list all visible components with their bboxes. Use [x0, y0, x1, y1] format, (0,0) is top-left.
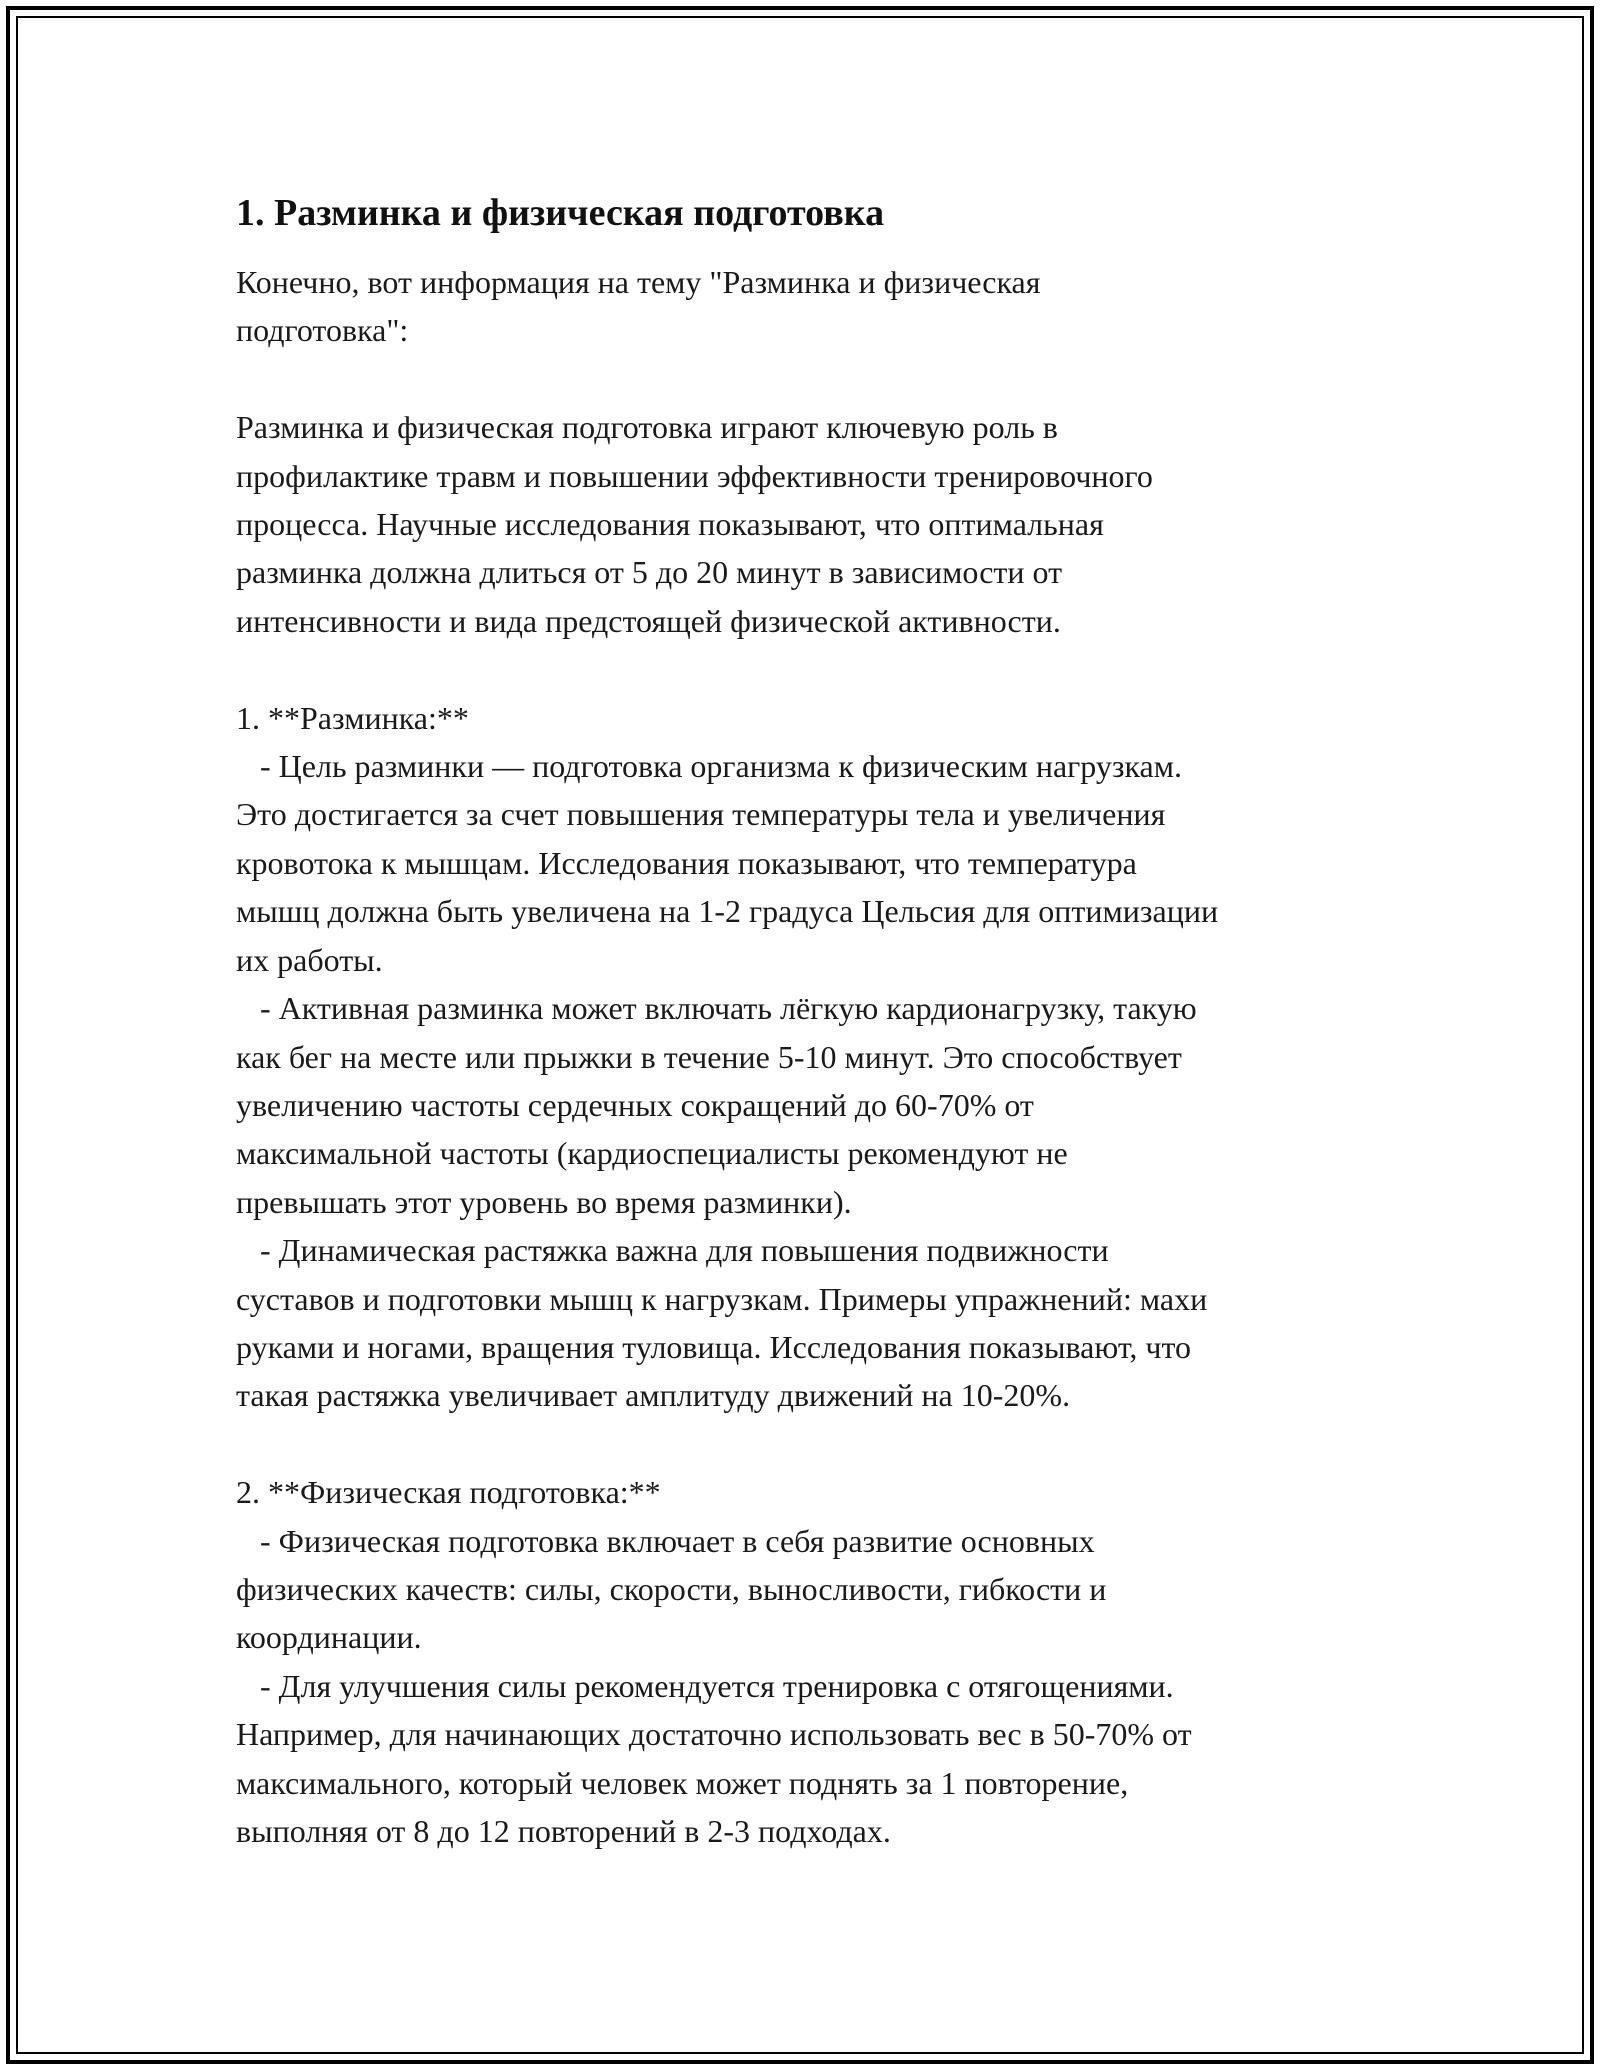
document-body — [236, 186, 1366, 1855]
section-heading: 1. Разминка и физическая подготовка — [236, 192, 885, 234]
body-text: Конечно, вот информация на тему "Разминка и физическая подготовка": Разминка и физическая подготовка играют ключевую роль в профилактике травм и повышении эффективности тренировочного процесса. Научные исследования показывают, что оптимальная разминка должна длиться от 5 до 20 минут в зависимости от интенсивности и вида предстоящей физической активности. 1. **Разминка:** - Цель разминки — подготовка организма к физическим нагрузкам. Это достигается за счет повышения температуры тела и увеличения кровотока к мышцам. Исследования показывают, что температура мышц должна быть увеличена на 1-2 градуса Цельсия для оптимизации их работы. - Активная разминка может включать лёгкую кардионагрузку, такую как бег на месте или прыжки в течение 5-10 минут. Это способствует увеличению частоты сердечных сокращений до 60-70% от максимальной частоты (кардиоспециалисты рекомендуют не превышать этот уровень во время разминки). - Динамическая растяжка важна для повышения подвижности суставов и подготовки мышц к нагрузкам. Примеры упражнений: махи руками и ногами, вращения туловища. Исследования показывают, что такая растяжка увеличивает амплитуду движений на 10-20%. 2. **Физическая подготовка:** - Физическая подготовка включает в себя развитие основных физических качеств: силы, скорости, выносливости, гибкости и координации. - Для улучшения силы рекомендуется тренировка с отягощениями. Например, для начинающих достаточно использовать вес в 50-70% от максимального, который человек может поднять за 1 повторение, выполняя от 8 до 12 повторений в 2-3 подходах. — [236, 264, 1219, 1849]
